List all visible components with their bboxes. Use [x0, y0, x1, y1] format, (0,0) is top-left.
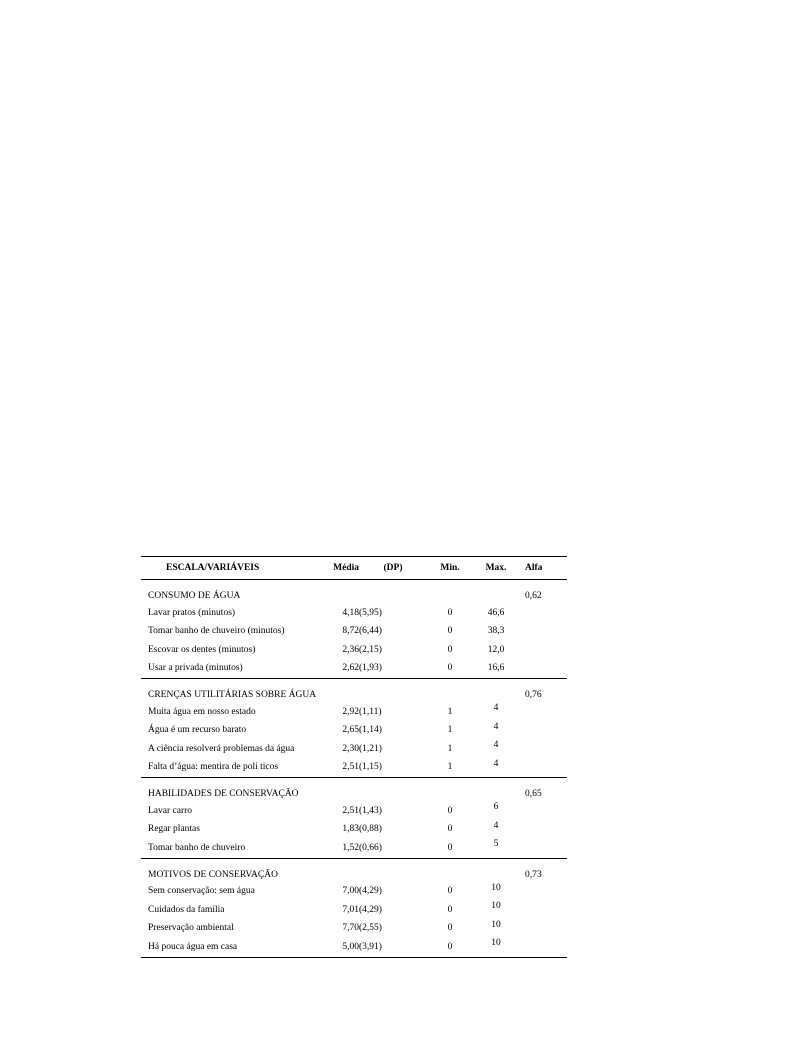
table-row	[141, 703, 567, 722]
sd-value: (2,55)	[359, 923, 382, 934]
max-value: 10	[491, 919, 501, 930]
section-max-empty	[473, 858, 519, 883]
alpha-empty	[519, 722, 567, 741]
min-value: 0	[447, 607, 453, 618]
section-max-empty	[473, 778, 519, 803]
mean-value: 2,30	[342, 743, 359, 754]
variable-name: Lavar carro	[148, 805, 193, 816]
table-row	[141, 623, 567, 642]
min-value: 0	[447, 824, 453, 835]
alpha-empty	[519, 604, 567, 623]
variable-name: Preservação ambiental	[148, 923, 234, 934]
header-alpha: Alfa	[519, 557, 567, 580]
mean-value: 5,00	[319, 938, 359, 957]
table-row	[141, 660, 567, 679]
alpha-empty	[519, 883, 567, 902]
alpha-empty	[519, 920, 567, 939]
section-mean-empty	[319, 778, 359, 803]
max-value: 4	[473, 759, 519, 778]
descriptive-statistics-table	[141, 556, 567, 958]
sd-value: (0,66)	[359, 839, 427, 858]
min-value: 0	[447, 886, 453, 897]
header-max: Max.	[473, 557, 519, 580]
table-row	[141, 802, 567, 821]
sd-value: (1,14)	[359, 725, 382, 736]
mean-value: 2,51	[342, 805, 359, 816]
table-row	[141, 759, 567, 778]
section-title: CONSUMO DE ÁGUA	[148, 591, 241, 602]
section-min-empty	[427, 778, 473, 803]
section-title: HABILIDADES DE CONSERVAÇÃO	[148, 789, 299, 800]
min-value: 0	[427, 839, 473, 858]
table-row	[141, 641, 567, 660]
min-value: 1	[427, 759, 473, 778]
sd-value: (6,44)	[359, 626, 382, 637]
alpha-empty	[519, 821, 567, 840]
max-value: 16,6	[473, 660, 519, 679]
sd-value: (4,29)	[359, 886, 382, 897]
max-value: 38,3	[487, 626, 505, 637]
variable-name: Tomar banho de chuveiro	[141, 839, 319, 858]
section-row	[141, 858, 567, 883]
section-mean-empty	[319, 858, 359, 883]
sd-value: (0,88)	[359, 824, 382, 835]
section-alpha: 0,73	[525, 869, 542, 880]
min-value: 0	[427, 938, 473, 957]
variable-name: Escovar os dentes (minutos)	[148, 644, 256, 655]
section-title: MOTIVOS DE CONSERVAÇÃO	[148, 869, 278, 880]
variable-name: Tomar banho de chuveiro (minutos)	[148, 626, 285, 637]
sd-value: (2,15)	[359, 644, 382, 655]
section-min-empty	[427, 580, 473, 605]
min-value: 0	[447, 644, 453, 655]
variable-name: Lavar pratos (minutos)	[148, 607, 236, 618]
table-row	[141, 839, 567, 858]
min-value: 0	[447, 805, 453, 816]
table-row	[141, 604, 567, 623]
alpha-empty	[519, 623, 567, 642]
section-sd-empty	[359, 580, 427, 605]
alpha-empty	[519, 740, 567, 759]
sd-value: (1,43)	[359, 805, 382, 816]
section-sd-empty	[359, 679, 427, 704]
sd-value: (1,11)	[359, 706, 382, 717]
table-body	[141, 580, 567, 958]
mean-value: 2,36	[342, 644, 359, 655]
section-sd-empty	[359, 778, 427, 803]
max-value: 10	[473, 938, 519, 957]
sd-value: (1,93)	[359, 660, 427, 679]
sd-value: (1,15)	[359, 759, 427, 778]
header-mean: Média	[319, 557, 359, 580]
max-value: 4	[493, 703, 499, 713]
section-alpha: 0,62	[525, 591, 542, 602]
alpha-empty	[519, 802, 567, 821]
mean-value: 1,83	[342, 824, 359, 835]
variable-name: Água é um recurso barato	[148, 725, 247, 736]
table-row	[141, 938, 567, 957]
variable-name: Regar plantas	[148, 824, 200, 835]
mean-value: 7,00	[342, 886, 359, 897]
min-value: 0	[427, 660, 473, 679]
table-row	[141, 883, 567, 902]
min-value: 1	[447, 743, 453, 754]
descriptive-statistics-table-container	[141, 556, 567, 958]
alpha-empty	[519, 759, 567, 778]
sd-value: (5,95)	[359, 607, 382, 618]
max-value: 46,6	[487, 607, 505, 618]
mean-value: 2,51	[319, 759, 359, 778]
mean-value: 8,72	[342, 626, 359, 637]
mean-value: 2,65	[342, 725, 359, 736]
mean-value: 1,52	[319, 839, 359, 858]
max-value: 6	[493, 802, 499, 812]
mean-value: 7,70	[342, 923, 359, 934]
variable-name: Sem conservação: sem água	[148, 886, 255, 897]
alpha-empty	[519, 703, 567, 722]
min-value: 0	[447, 626, 453, 637]
alpha-empty	[519, 839, 567, 858]
min-value: 0	[447, 904, 453, 915]
variable-name: Usar a privada (minutos)	[141, 660, 319, 679]
min-value: 1	[447, 706, 453, 717]
mean-value: 7,01	[342, 904, 359, 915]
table-header	[141, 557, 567, 580]
section-row	[141, 580, 567, 605]
mean-value: 2,62	[319, 660, 359, 679]
header-scale-variables: ESCALA/VARIÁVEIS	[141, 557, 319, 580]
min-value: 1	[447, 725, 453, 736]
min-value: 0	[447, 923, 453, 934]
sd-value: (3,91)	[359, 938, 427, 957]
section-max-empty	[473, 580, 519, 605]
variable-name: Há pouca água em casa	[141, 938, 319, 957]
section-row	[141, 679, 567, 704]
header-row	[141, 557, 567, 580]
header-sd: (DP)	[359, 557, 427, 580]
section-row	[141, 778, 567, 803]
max-value: 4	[493, 820, 499, 831]
section-mean-empty	[319, 580, 359, 605]
mean-value: 4,18	[342, 607, 359, 618]
table-row	[141, 722, 567, 741]
variable-name: Falta d’água: mentira de polí ticos	[141, 759, 319, 778]
variable-name: Muita água em nosso estado	[148, 706, 256, 717]
section-mean-empty	[319, 679, 359, 704]
section-min-empty	[427, 679, 473, 704]
alpha-empty	[519, 660, 567, 679]
section-title: CRENÇAS UTILITÁRIAS SOBRE ÁGUA	[148, 690, 317, 701]
max-value: 4	[493, 740, 499, 750]
section-alpha: 0,65	[525, 789, 542, 800]
alpha-empty	[519, 938, 567, 957]
table-row	[141, 901, 567, 920]
section-min-empty	[427, 858, 473, 883]
variable-name: Cuidados da família	[148, 904, 225, 915]
section-sd-empty	[359, 858, 427, 883]
table-row	[141, 920, 567, 939]
max-value: 4	[493, 721, 499, 732]
alpha-empty	[519, 641, 567, 660]
section-alpha: 0,76	[525, 690, 542, 701]
header-min: Min.	[427, 557, 473, 580]
max-value: 10	[491, 901, 501, 911]
sd-value: (1,21)	[359, 743, 382, 754]
sd-value: (4,29)	[359, 904, 382, 915]
max-value: 5	[473, 839, 519, 858]
max-value: 10	[491, 882, 501, 893]
variable-name: A ciência resolverá problemas da água	[148, 743, 295, 754]
table-row	[141, 740, 567, 759]
max-value: 12,0	[487, 644, 505, 655]
section-max-empty	[473, 679, 519, 704]
table-row	[141, 821, 567, 840]
mean-value: 2,92	[342, 706, 359, 717]
alpha-empty	[519, 901, 567, 920]
